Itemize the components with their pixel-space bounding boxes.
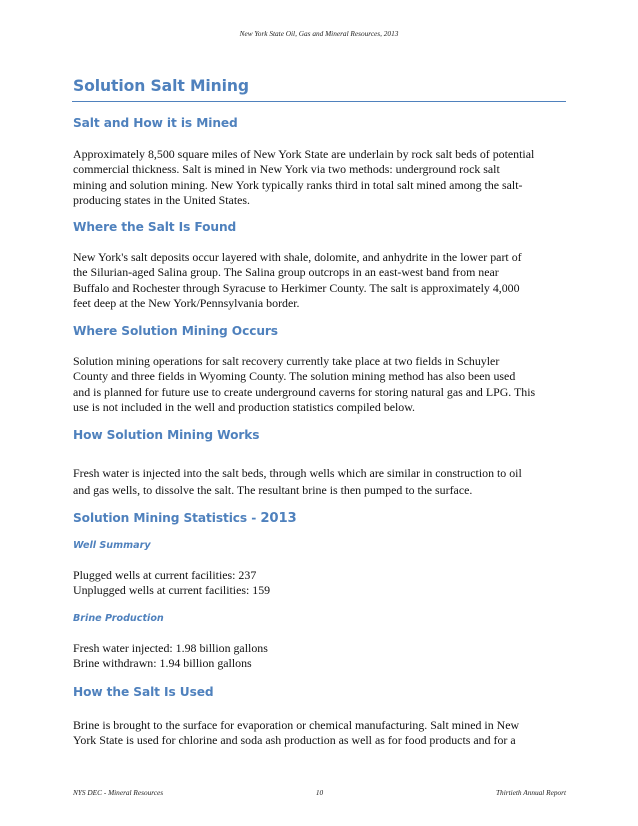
paragraph-salt-mined: [73, 147, 569, 209]
paragraph-line: Fresh water is injected into the salt beds, through wells which are similar in construction to oil: [73, 466, 522, 480]
section-heading-where-found: Where the Salt Is Found: [73, 220, 237, 234]
footer-page-number: 10: [315, 788, 324, 797]
paragraph-well-summary: [73, 568, 569, 599]
section-heading-how-works: How Solution Mining Works: [73, 428, 260, 442]
paragraph-how-used: [73, 718, 569, 749]
paragraph-line: New York's salt deposits occur layered with shale, dolomite, and anhydrite in the lower part of: [73, 250, 522, 264]
stat-line: Unplugged wells at current facilities: 159: [73, 583, 271, 598]
stat-line: Fresh water injected: 1.98 billion gallons: [73, 641, 268, 655]
stat-line: Plugged wells at current facilities: 237: [73, 568, 257, 582]
paragraph-line: Solution mining operations for salt recovery currently take place at two fields in Schuyler: [73, 354, 500, 368]
running-header: New York State Oil, Gas and Mineral Resources, 2013: [239, 29, 399, 38]
page-title: Solution Salt Mining: [73, 77, 249, 95]
paragraph-where-occurs: [73, 354, 569, 416]
section-heading-salt-mined: Salt and How it is Mined: [73, 116, 238, 130]
section-heading-statistics: [73, 511, 297, 526]
paragraph-line: feet deep at the New York/Pennsylvania border.: [73, 296, 300, 311]
stat-line: Brine withdrawn: 1.94 billion gallons: [73, 656, 252, 671]
paragraph-line: Approximately 8,500 square miles of New York State are underlain by rock salt beds of potential: [73, 147, 535, 161]
paragraph-line: and gas wells, to dissolve the salt. The resultant brine is then pumped to the surface.: [73, 483, 473, 497]
paragraph-line: and is planned for future use to create underground caverns for storing natural gas and LPG. This: [73, 384, 536, 399]
statistics-heading-text: Solution Mining Statistics -: [73, 511, 261, 525]
paragraph-how-works: [73, 465, 569, 499]
subheading-brine-production: Brine Production: [73, 613, 164, 624]
section-heading-how-used: How the Salt Is Used: [73, 685, 214, 699]
paragraph-where-found: [73, 250, 569, 312]
paragraph-line: County and three fields in Wyoming County. The solution mining method has also been used: [73, 369, 516, 384]
paragraph-line: the Silurian-aged Salina group. The Salina group outcrops in an east-west band from near: [73, 265, 499, 280]
title-underline-rule: [72, 101, 566, 102]
paragraph-line: producing states in the United States.: [73, 193, 251, 208]
subheading-well-summary: Well Summary: [73, 540, 151, 551]
paragraph-line: commercial thickness. Salt is mined in New York via two methods: underground rock salt: [73, 162, 500, 177]
statistics-year: 2013: [260, 511, 297, 526]
paragraph-brine-production: [73, 641, 569, 672]
paragraph-line: Brine is brought to the surface for evaporation or chemical manufacturing. Salt mined in New: [73, 718, 520, 732]
section-heading-where-occurs: Where Solution Mining Occurs: [73, 324, 278, 338]
paragraph-line: mining and solution mining. New York typically ranks third in total salt mined among the salt-: [73, 177, 523, 192]
paragraph-line: use is not included in the well and production statistics compiled below.: [73, 400, 416, 415]
paragraph-line: Buffalo and Rochester through Syracuse to Herkimer County. The salt is approximately 4,000: [73, 280, 520, 295]
footer-left: NYS DEC - Mineral Resources: [73, 788, 164, 797]
footer-right: Thirtieth Annual Report: [496, 788, 566, 797]
paragraph-line: York State is used for chlorine and soda ash production as well as for food products and for a: [73, 733, 516, 748]
